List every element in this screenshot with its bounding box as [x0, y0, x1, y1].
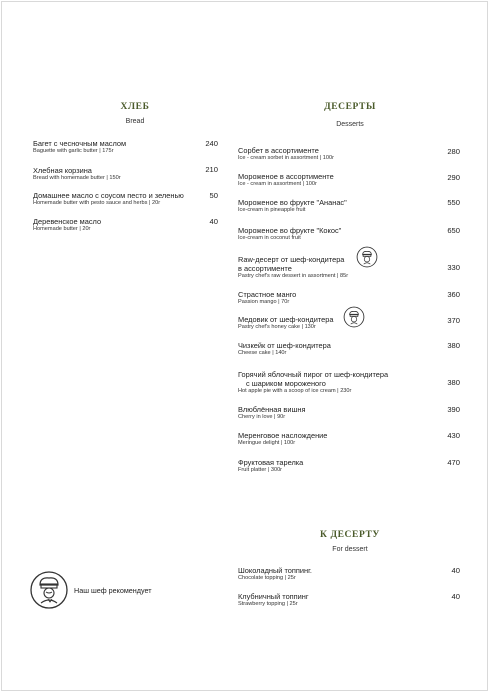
item-name: Страстное манго — [238, 290, 297, 299]
item-name: Сорбет в ассортименте — [238, 146, 319, 155]
item-price: 40 — [451, 592, 460, 601]
bread-item — [33, 139, 126, 155]
to-dessert-title: К ДЕСЕРТУ — [320, 530, 380, 540]
dessert-item — [238, 405, 306, 421]
item-price: 380 — [447, 341, 460, 350]
item-name: Мороженое во фрукте "Кокос" — [238, 226, 342, 235]
item-desc: Ice-cream in coconut fruit — [238, 235, 301, 241]
item-price: 240 — [205, 139, 218, 148]
item-desc: Pastry chef's honey cake | 130г — [238, 324, 316, 330]
dessert-item — [238, 431, 327, 447]
item-desc: Cherry in love | 90г — [238, 414, 286, 420]
item-name: Шоколадный топпинг. — [238, 566, 312, 575]
item-name-line2: в ассортименте — [238, 264, 292, 273]
item-desc: Chocolate topping | 25г — [238, 575, 296, 581]
item-desc: Ice - cream sorbet in assortment | 100г — [238, 155, 335, 161]
dessert-item — [238, 226, 341, 242]
item-price: 470 — [447, 458, 460, 467]
item-price: 50 — [209, 191, 218, 200]
item-price: 210 — [205, 165, 218, 174]
dessert-item — [238, 172, 334, 188]
item-price: 380 — [447, 378, 460, 387]
bread-item — [33, 191, 184, 207]
bread-item — [33, 217, 101, 233]
item-desc: Ice-cream in pineapple fruit — [238, 207, 306, 213]
desserts-title: ДЕСЕРТЫ — [324, 102, 376, 112]
item-name: Чизкейк от шеф-кондитера — [238, 341, 331, 350]
item-name: Хлебная корзина — [33, 166, 92, 175]
dessert-item — [238, 458, 303, 474]
item-price: 430 — [447, 431, 460, 440]
item-name: Горячий яблочный пирог от шеф-кондитера — [238, 370, 389, 379]
item-price: 40 — [451, 566, 460, 575]
item-name: Домашнее масло с соусом песто и зеленью — [33, 191, 184, 200]
dessert-item — [238, 315, 334, 331]
desserts-subtitle: Desserts — [336, 121, 364, 128]
dessert-item — [238, 198, 347, 214]
item-name: Медовик от шеф-кондитера — [238, 315, 334, 324]
item-price: 290 — [447, 173, 460, 182]
to-dessert-subtitle: For dessert — [332, 546, 368, 553]
legend-text: Наш шеф рекомендует — [74, 586, 152, 595]
item-desc: Bread with homemade butter | 150г — [33, 175, 121, 181]
bread-subtitle: Bread — [125, 118, 145, 125]
item-desc: Ice - cream in assortment | 100г — [238, 181, 318, 187]
item-desc: Meringue delight | 100г — [238, 440, 296, 446]
item-name: Деревенское масло — [33, 217, 102, 226]
item-price: 550 — [447, 198, 460, 207]
bread-title: ХЛЕБ — [120, 102, 150, 112]
item-price: 280 — [447, 147, 460, 156]
item-desc: Hot apple pie with a scoop of ice cream | 230г — [238, 388, 352, 394]
item-name-line2: с шариком мороженого — [246, 379, 326, 388]
item-name: Клубничный топпинг — [238, 592, 309, 601]
item-price: 360 — [447, 290, 460, 299]
item-price: 40 — [209, 217, 218, 226]
item-name: Меренговое наслождение — [238, 431, 328, 440]
item-desc: Strawberry topping | 25г — [238, 601, 298, 607]
dessert-item — [238, 290, 296, 306]
item-name: Raw-десерт от шеф-кондитера — [238, 255, 345, 264]
item-desc: Fruit platter | 300г — [238, 467, 283, 473]
chef-recommends-icon — [356, 246, 378, 268]
item-name: Влюблённая вишня — [238, 405, 306, 414]
bread-item — [33, 166, 121, 182]
item-name: Мороженое во фрукте "Ананас" — [238, 198, 347, 207]
dessert-item — [238, 370, 388, 395]
dessert-item — [238, 341, 331, 357]
topping-item — [238, 566, 312, 582]
item-desc: Passion mango | 70г — [238, 299, 290, 305]
item-price: 370 — [447, 316, 460, 325]
item-desc: Homemade butter | 20г — [33, 226, 91, 232]
topping-item — [238, 592, 309, 608]
item-name: Фруктовая тарелка — [238, 458, 304, 467]
chef-recommends-icon — [343, 306, 365, 328]
item-desc: Baguette with garlic butter | 175г — [33, 148, 114, 154]
item-desc: Cheese cake | 140г — [238, 350, 287, 356]
dessert-item — [238, 255, 348, 280]
item-desc: Pastry chef's raw dessert in assortment | 85г — [238, 273, 349, 279]
item-desc: Homemade butter with pesto sauce and herbs | 20г — [33, 200, 161, 206]
item-price: 390 — [447, 405, 460, 414]
item-price: 650 — [447, 226, 460, 235]
chef-icon — [29, 570, 69, 610]
dessert-item — [238, 146, 334, 162]
item-name: Мороженое в ассортименте — [238, 172, 334, 181]
item-price: 330 — [447, 263, 460, 272]
item-name: Багет с чесночным маслом — [33, 139, 127, 148]
